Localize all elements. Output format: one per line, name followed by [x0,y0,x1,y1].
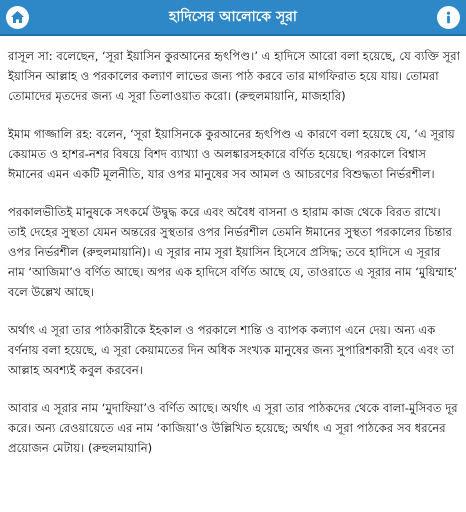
article-body [8,46,460,476]
home-button[interactable] [6,6,29,29]
page-title: হাদিসের আলোকে সূরা [169,9,297,25]
home-icon [6,6,29,29]
paragraph: ইমাম গাজ্জালি রহ: বলেন, ‘সূরা ইয়াসিনকে কুরআনের হৃৎপিণ্ড এ কারণে বলা হয়েছে যে, ‘এ সূরায় কেয়ামত ও হাশর-নশর বিষয়ে বিশদ ব্যাখ্যা ও অলঙ্কারসহকারে বর্ণিত হয়েছে। পরকালে বিশ্বাস ঈমানের এমন একটি মূলনীতি, যার ওপর মানুষের সব আমল ও আচরণের বিশুদ্ধতা নির্ভরশীল। [8,127,455,181]
info-button[interactable] [437,6,460,29]
paragraph: রাসূল সা: বলেছেন, ‘সূরা ইয়াসিন কুরআনের হৃৎপিণ্ড।’ এ হাদিসে আরো বলা হয়েছে, যে ব্যক্তি সূরা ইয়াসিন আল্লাহ ও পরকালের কল্যাণ লাভের জন্য পাঠ করবে তার মাগফিরাত হয়ে যায়। তোমরা তোমাদের মৃতদের জন্য এ সূরা তিলাওয়াত করো। (রুহুলমায়ানি, মাজহারি) [8,49,460,103]
info-icon [437,6,460,29]
paragraph: অর্থাৎ এ সূরা তার পাঠকারীকে ইহকাল ও পরকালে শান্তি ও ব্যাপক কল্যাণ এনে দেয়। অন্য এক বর্ণনায় বলা হয়েছে, এ সূরা কেয়ামতের দিন অধিক সংখ্যক মানুষের জন্য সুপারিশকারী হবে এবং তা আল্লাহ অবশ্যই কবুল করবেন। [8,323,454,377]
paragraph: পরকালভীতিই মানুষকে সৎকর্মে উদ্বুদ্ধ করে এবং অবৈধ বাসনা ও হারাম কাজ থেকে বিরত রাখে। তাই দেহের সুস্থতা যেমন অন্তরের সুস্থতার ওপর নির্ভরশীল তেমনি ঈমানের সুস্থতা পরকালের চিন্তার ওপর নির্ভরশীল (রুহুলমায়ানি)। এ সূরার নাম সূরা ইয়াসিন হিসেবে প্রসিদ্ধ; তবে হাদিসে এ সূরার নাম ‘আজিমা’ও বর্ণিত আছে। অপর এক হাদিসে বর্ণিত আছে যে, তাওরাতে এ সূরার নাম ‘মুয়িম্মাহ’ বলে উল্লেখ আছে। [8,205,458,299]
paragraph: আবার এ সূরার নাম ‘মুদাফিয়া’ও বর্ণিত আছে। অর্থাৎ এ সূরা তার পাঠকদের থেকে বালা-মুসিবত দূর করে। অন্য রেওয়ায়েতে এর নাম ‘কাজিয়া’ও উল্লিখিত হয়েছে; অর্থাৎ এ সূরা পাঠকের সব ধরনের প্রয়োজন মেটায়। (রুহুলমায়ানি) [8,401,458,455]
app-header [0,0,466,36]
